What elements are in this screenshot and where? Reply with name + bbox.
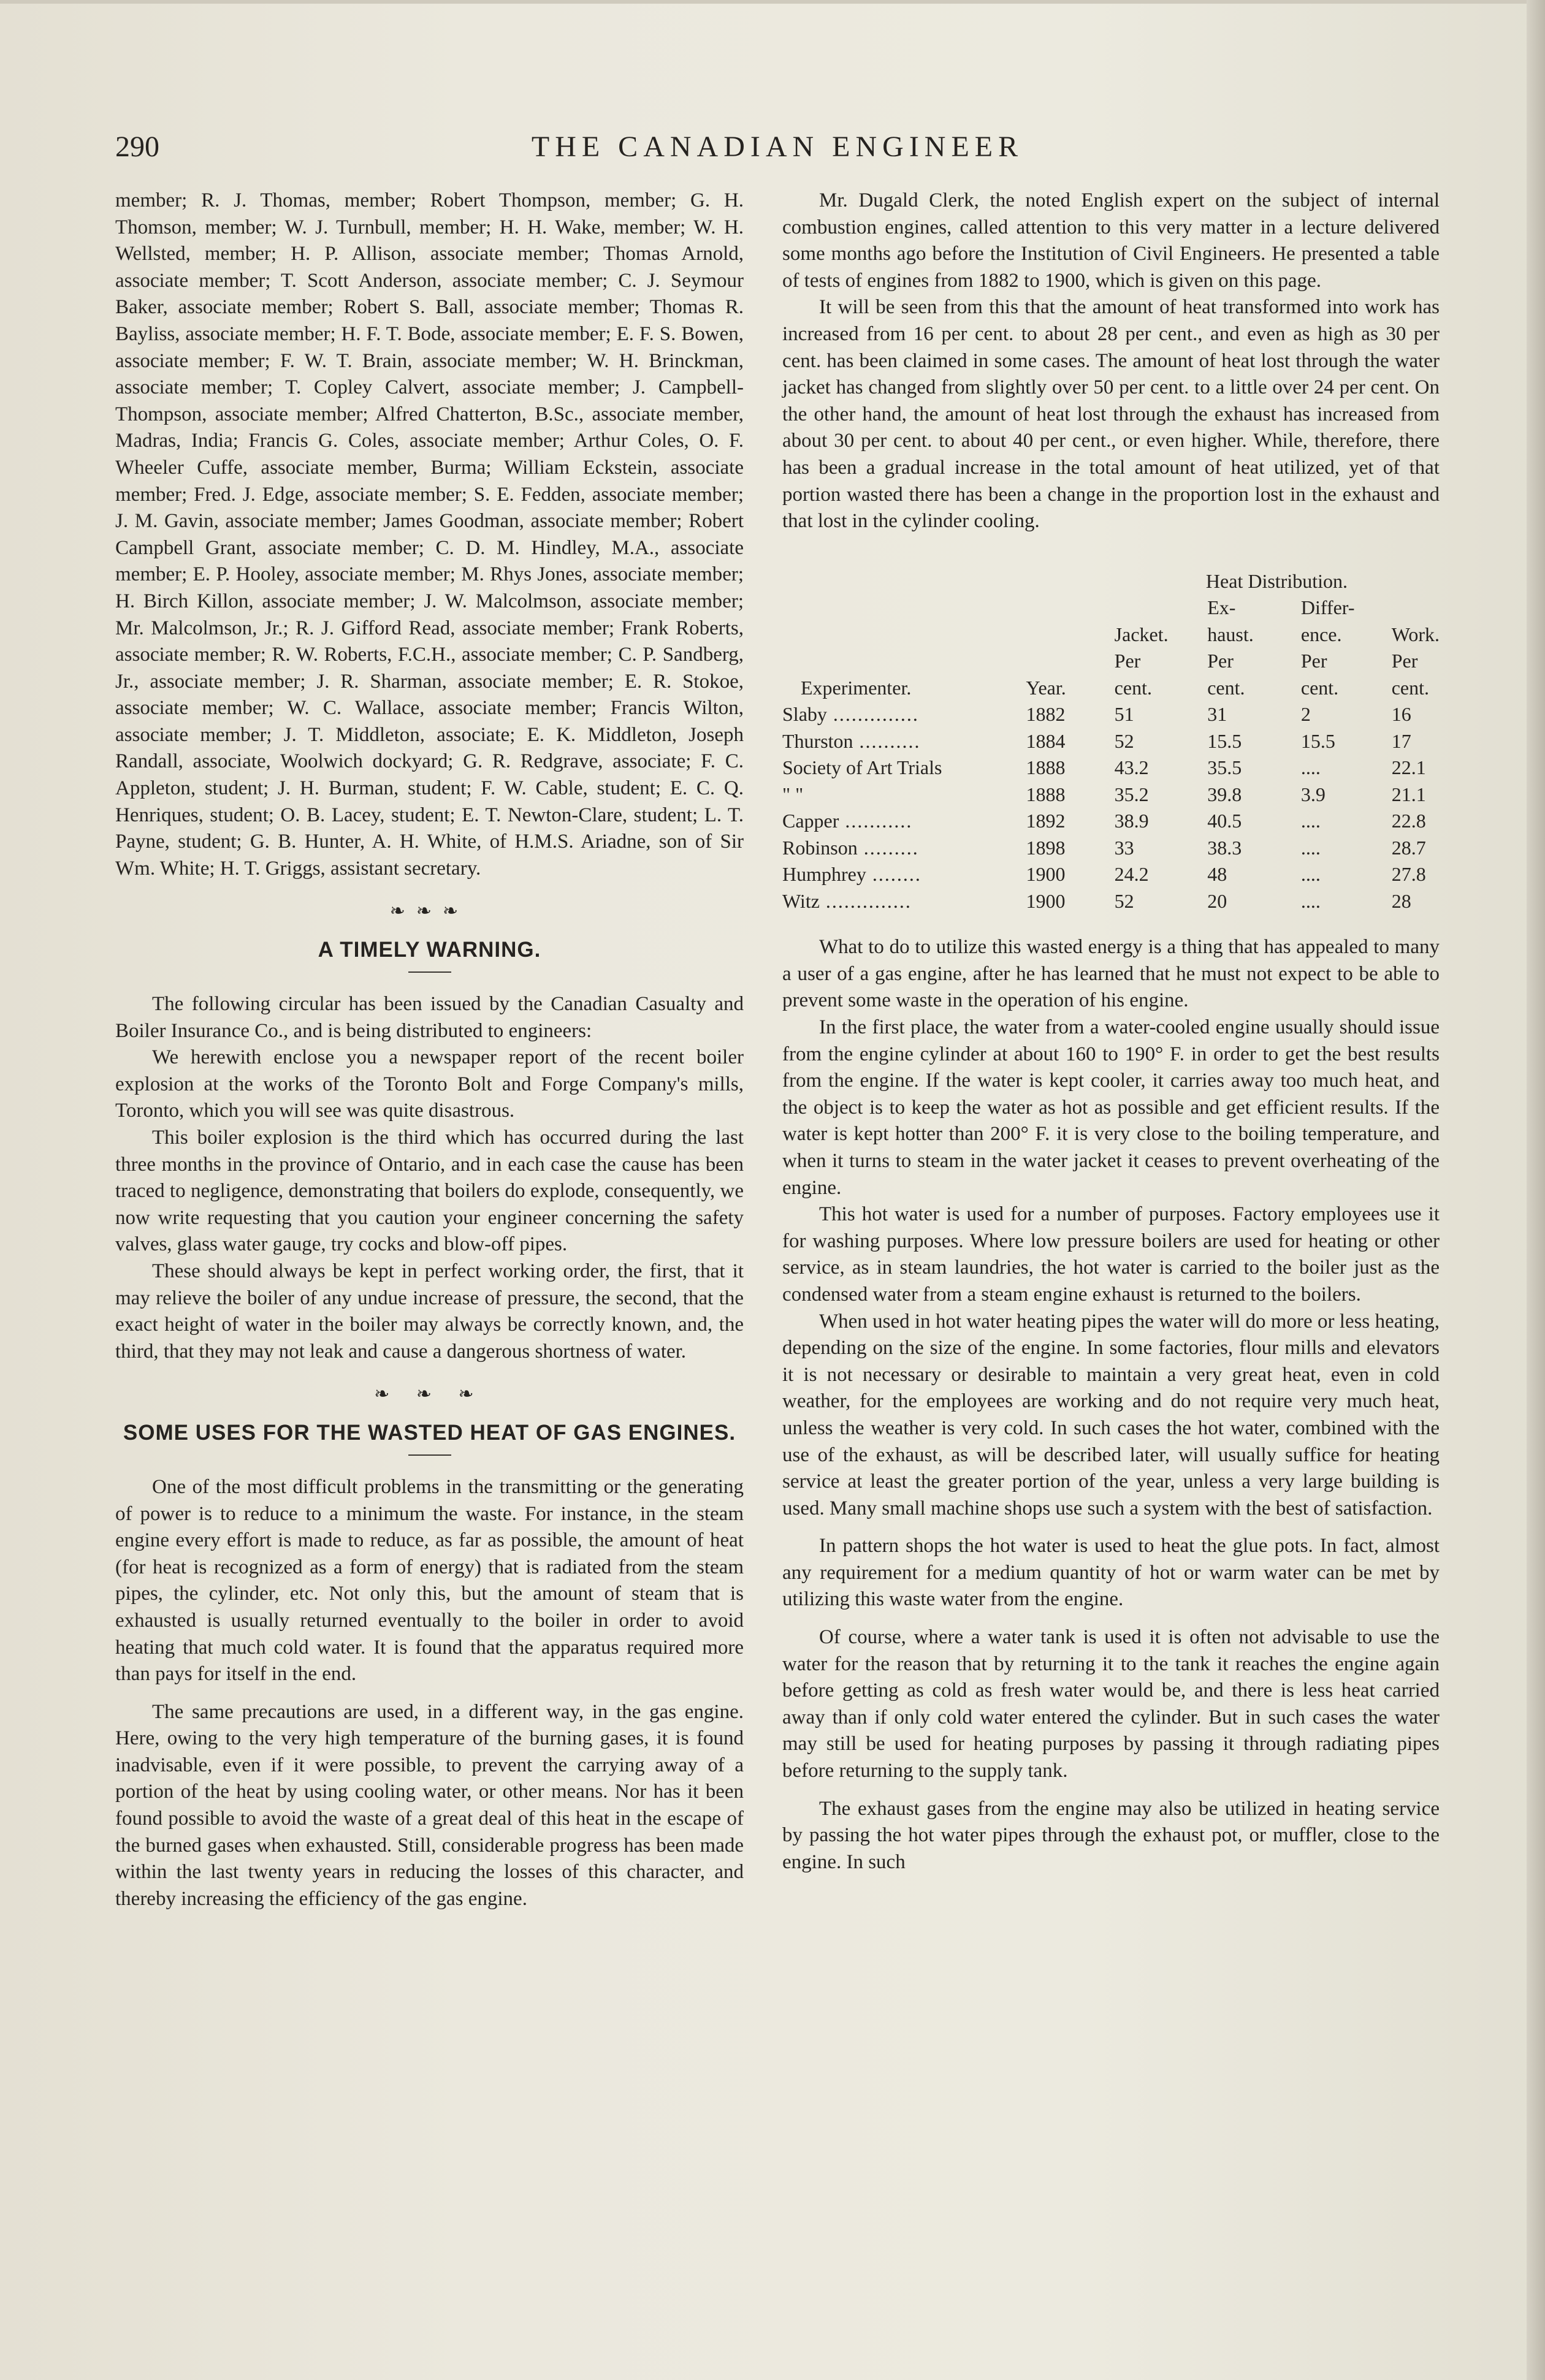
col-header-work-1: Work. (1391, 623, 1440, 645)
col-header-jacket-3: cent. (1114, 676, 1152, 699)
col-header-experimenter: Experimenter. (801, 676, 912, 699)
page-top-edge (0, 0, 1545, 4)
cell-year: 1892 (1026, 810, 1066, 832)
cell-experimenter (782, 755, 1026, 781)
table-row (782, 835, 1440, 862)
table-row (782, 888, 1440, 915)
experimenter-name: Society of Art Trials (782, 756, 942, 779)
article-paragraph: These should always be kept in perfect working order, the first, that it may relieve the boiler of any undue increase of pressure, the second, that the exact height of water in the boiler may always be correctly known, and, the third, that they may not leak and cause a dangerous shortness of water. (115, 1260, 744, 1363)
right-column (782, 188, 1440, 1876)
cell-jacket: 38.9 (1114, 810, 1149, 832)
title-rule (408, 971, 451, 973)
experimenter-name: " " (782, 783, 804, 805)
cell-difference: 15.5 (1300, 729, 1335, 752)
cell-work: 27.8 (1391, 863, 1426, 886)
table-header-row (782, 595, 1440, 622)
cell-experimenter (782, 728, 1026, 755)
col-header-jacket-2: Per (1114, 650, 1141, 672)
cell-difference: .... (1300, 863, 1321, 886)
left-column (115, 188, 744, 1912)
table-row (782, 728, 1440, 755)
col-header-work-3: cent. (1391, 676, 1429, 699)
cell-work: 21.1 (1391, 783, 1426, 805)
cell-experimenter (782, 861, 1026, 888)
col-header-jacket-1: Jacket. (1114, 623, 1169, 645)
col-header-difference-2: ence. (1300, 623, 1342, 645)
experimenter-name: Thurston (782, 729, 853, 752)
cell-year: 1882 (1026, 703, 1066, 726)
article-paragraph: What to do to utilize this wasted energy is a thing that has appealed to many a user of a gas engine, after he has learned that he must not expect to be able to prevent some waste in the operation of his engine. (782, 936, 1440, 1012)
cell-year: 1900 (1026, 863, 1066, 886)
cell-jacket: 33 (1114, 836, 1134, 859)
article-title-wasted-heat: SOME USES FOR THE WASTED HEAT OF GAS ENGINES. (123, 1420, 736, 1445)
running-header (115, 130, 1440, 179)
article-paragraph: We herewith enclose you a newspaper report of the recent boiler explosion at the works of the Toronto Bolt and Forge Company's mills, Toronto, which you will see was quite disastrous. (115, 1046, 744, 1122)
cell-difference: .... (1300, 889, 1321, 912)
cell-jacket: 35.2 (1114, 783, 1149, 805)
cell-jacket: 24.2 (1114, 863, 1149, 886)
col-header-exhaust-2: haust. (1207, 623, 1254, 645)
cell-year: 1900 (1026, 889, 1066, 912)
experimenter-name: Slaby (782, 703, 827, 726)
table-row (782, 701, 1440, 728)
cell-exhaust: 15.5 (1207, 729, 1242, 752)
cell-jacket: 52 (1114, 889, 1134, 912)
section-ornament: ❧ ❧ ❧ (374, 1384, 485, 1405)
cell-experimenter (782, 835, 1026, 862)
cell-jacket: 52 (1114, 729, 1134, 752)
cell-experimenter (782, 888, 1026, 915)
cell-work: 28 (1391, 889, 1411, 912)
experimenter-name: Robinson (782, 836, 858, 859)
cell-work: 17 (1391, 729, 1411, 752)
dot-leader: .......... (853, 729, 921, 752)
col-header-difference-3: Per (1300, 650, 1327, 672)
table-caption: Heat Distribution. (1205, 569, 1348, 592)
article-paragraph: It will be seen from this that the amount of heat transformed into work has increased from 16 per cent. to about 28 per cent., and even as high as 30 per cent. has been claimed in some cases. The amount of heat lost through the water jacket has changed from slightly over 50 per cent. to a little over 24 per cent. On the other hand, the amount of heat lost through the exhaust has increased from about 30 per cent. to about 40 per cent., or even higher. While, therefore, there has been a gradual increase in the total amount of heat utilized, yet of that portion wasted there has been a change in the proportion lost in the exhaust and that lost in the cylinder cooling. (782, 296, 1440, 533)
dot-leader: .............. (826, 703, 919, 726)
cell-experimenter (782, 781, 1026, 808)
cell-exhaust: 40.5 (1207, 810, 1242, 832)
journal-title: THE CANADIAN ENGINEER (531, 131, 1024, 163)
article-paragraph: This hot water is used for a number of purposes. Factory employees use it for washing purposes. Where low pressure boilers are used for heating or other service, as in steam laundries, the hot water is carried to the boiler just as the condensed water from a steam engine exhaust is returned to the boilers. (782, 1203, 1440, 1306)
dot-leader: .............. (819, 889, 912, 912)
table-row (782, 755, 1440, 781)
cell-exhaust: 38.3 (1207, 836, 1242, 859)
article-paragraph: One of the most difficult problems in the transmitting or the generating of power is to reduce to a minimum the waste. For instance, in the steam engine every effort is made to reduce, as far as possible, the amount of heat (for heat is recognized as a form of energy) that is radiated from the steam pipes, the cylinder, etc. Not only this, but the amount of steam that is exhausted is usually returned eventually to the boiler in order to avoid heating that much cold water. It is found that the apparatus required more than pays for itself in the end. (115, 1475, 744, 1686)
cell-experimenter (782, 701, 1026, 728)
cell-work: 28.7 (1391, 836, 1426, 859)
cell-difference: 2 (1300, 703, 1311, 726)
cell-work: 22.1 (1391, 756, 1426, 779)
cell-jacket: 51 (1114, 703, 1134, 726)
cell-difference: .... (1300, 836, 1321, 859)
article-paragraph: The exhaust gases from the engine may also be utilized in heating service by passing the hot water pipes through the exhaust pot, or muffler, close to the engine. In such (782, 1797, 1440, 1873)
col-header-exhaust-3: Per (1207, 650, 1234, 672)
article-paragraph: When used in hot water heating pipes the water will do more or less heating, depending on the size of the engine. In some factories, flour mills and elevators it is not necessary or desirable to maintain a very great heat, even in cold weather, for the employees are working and do not require very much heat, unless the weather is very cold. In such cases the hot water, combined with the use of the exhaust, as will be described later, will usually suffice for heating service at least the greater portion of the year, unless a very large building is used. Many small machine shops use such a system with the best of satisfaction. (782, 1310, 1440, 1519)
table-header-row (782, 648, 1440, 675)
col-header-work-2: Per (1391, 650, 1418, 672)
table-row (782, 808, 1440, 835)
title-rule (408, 1454, 451, 1456)
cell-exhaust: 31 (1207, 703, 1227, 726)
article-paragraph: This boiler explosion is the third which has occurred during the last three months in the province of Ontario, and in each case the cause has been traced to negligence, demonstrating that boilers do explode, consequently, we now write requesting that you caution your engineer concerning the safety valves, glass water gauge, try cocks and blow-off pipes. (115, 1127, 744, 1256)
cell-difference: 3.9 (1300, 783, 1326, 805)
table-row (782, 861, 1440, 888)
heat-distribution-table (782, 568, 1440, 915)
cell-experimenter (782, 808, 1026, 835)
article-paragraph: Mr. Dugald Clerk, the noted English expert on the subject of internal combustion engines, called attention to this very matter in a lecture delivered some months ago before the Institution of Civil Engineers. He presented a table of tests of engines from 1882 to 1900, which is given on this page. (782, 189, 1440, 292)
article-paragraph: The same precautions are used, in a different way, in the gas engine. Here, owing to the very high temperature of the burning gases, it is found inadvisable, even if it were possible, to prevent the carrying away of a portion of the heat by using cooling water, or other means. Nor has it been found possible to avoid the waste of a great deal of this heat in the escape of the burned gases when exhausted. Still, considerable progress has been made within the last twenty years in reducing the losses of this character, and thereby increasing the efficiency of the gas engine. (115, 1700, 744, 1910)
cell-difference: .... (1300, 810, 1321, 832)
page-number: 290 (115, 131, 159, 163)
col-header-difference-1: Differ- (1300, 596, 1355, 619)
cell-exhaust: 20 (1207, 889, 1227, 912)
cell-exhaust: 48 (1207, 863, 1227, 886)
table-header-row (782, 622, 1440, 648)
cell-work: 16 (1391, 703, 1411, 726)
article-paragraph: The following circular has been issued by the Canadian Casualty and Boiler Insurance Co., and is being distributed to engineers: (115, 993, 744, 1042)
cell-year: 1884 (1026, 729, 1066, 752)
article-paragraph: Of course, where a water tank is used it is often not advisable to use the water for the reason that by returning it to the tank it reaches the engine again before getting as cold as fresh water would be, and there is less heat carried away than if only cold water entered the cylinder. But in such cases the water may still be used for heating purposes by passing it through radiating pipes before returning to the supply tank. (782, 1626, 1440, 1782)
article-paragraph: In pattern shops the hot water is used to heat the glue pots. In fact, almost any requirement for a medium quantity of hot or warm water can be met by utilizing this waste water from the engine. (782, 1535, 1440, 1611)
cell-exhaust: 39.8 (1207, 783, 1242, 805)
cell-year: 1888 (1026, 783, 1066, 805)
article-paragraph: In the first place, the water from a water-cooled engine usually should issue from the engine cylinder at about 160 to 190° F. in order to get the best results from the engine. If the water is kept cooler, it carries away too much heat, and the object is to keep the water as hot as possible and get efficient results. If the water is kept hotter than 200° F. it is very close to the boiling temperature, and when it turns to steam in the water jacket it ceases to prevent overheating of the engine. (782, 1016, 1440, 1199)
col-header-exhaust-4: cent. (1207, 676, 1245, 699)
dot-leader: ........... (839, 810, 913, 832)
experimenter-name: Capper (782, 810, 839, 832)
col-header-year: Year. (1026, 676, 1066, 699)
col-header-exhaust-1: Ex- (1207, 596, 1236, 619)
table-row (782, 781, 1440, 808)
article-title-timely-warning: A TIMELY WARNING. (318, 938, 541, 962)
cell-difference: .... (1300, 756, 1321, 779)
cell-jacket: 43.2 (1114, 756, 1149, 779)
cell-exhaust: 35.5 (1207, 756, 1242, 779)
cell-year: 1888 (1026, 756, 1066, 779)
page-binding-edge (1527, 0, 1545, 2380)
table-header-row (782, 675, 1440, 702)
cell-work: 22.8 (1391, 810, 1426, 832)
dot-leader: ........ (866, 863, 921, 886)
experimenter-name: Witz (782, 889, 820, 912)
experimenter-name: Humphrey (782, 863, 866, 886)
col-header-difference-4: cent. (1300, 676, 1339, 699)
members-list: member; R. J. Thomas, member; Robert Thompson, member; G. H. Thomson, member; W. J. Turnbull, member; H. H. Wake, member; W. H. Wellsted, member; H. P. Allison, associate member; Thomas Arnold, associate member; T. Scott Anderson, associate member; C. J. Seymour Baker, associate member; Robert S. Ball, associate member; Thomas R. Bayliss, associate member; H. F. T. Bode, associate member; E. F. S. Bowen, associate member; F. W. T. Brain, associate member; W. H. Brinckman, associate member; T. Copley Calvert, associate member; J. Campbell-Thompson, associate member; Alfred Chatterton, B.Sc., associate member, Madras, India; Francis G. Coles, associate member; Arthur Coles, O. F. Wheeler Cuffe, associate member, Burma; William Eckstein, associate member; Fred. J. Edge, associate member; S. E. Fedden, associate member; J. M. Gavin, associate member; James Goodman, associate member; Robert Campbell Grant, associate member; C. D. M. Hindley, M.A., associate member; E. P. Hooley, associate member; M. Rhys Jones, associate member; H. Birch Killon, associate member; J. W. Malcolmson, associate member; Mr. Malcolmson, Jr.; R. J. Gifford Read, associate member; Frank Roberts, associate member; R. W. Roberts, F.C.H., associate member; C. P. Sandberg, Jr., associate member; J. R. Sharman, associate member; E. R. Stokoe, associate member; W. C. Wallace, associate member; Francis Wilton, associate member; J. T. Middleton, associate; E. K. Middleton, Joseph Randall, associate, Woolwich dockyard; G. R. Redgrave, associate; F. C. Appleton, student; J. H. Burman, student; F. W. Cable, student; E. C. Q. Henriques, student; O. B. Lacey, student; E. T. Newton-Clare, student; L. T. Payne, student; G. B. Hunter, A. H. White, of H.M.S. Ariadne, son of Sir Wm. White; H. T. Griggs, assistant secretary. (115, 189, 744, 880)
table-body (782, 701, 1440, 914)
cell-year: 1898 (1026, 836, 1066, 859)
section-ornament: ❧❧❧ (389, 901, 470, 922)
dot-leader: ......... (857, 836, 919, 859)
